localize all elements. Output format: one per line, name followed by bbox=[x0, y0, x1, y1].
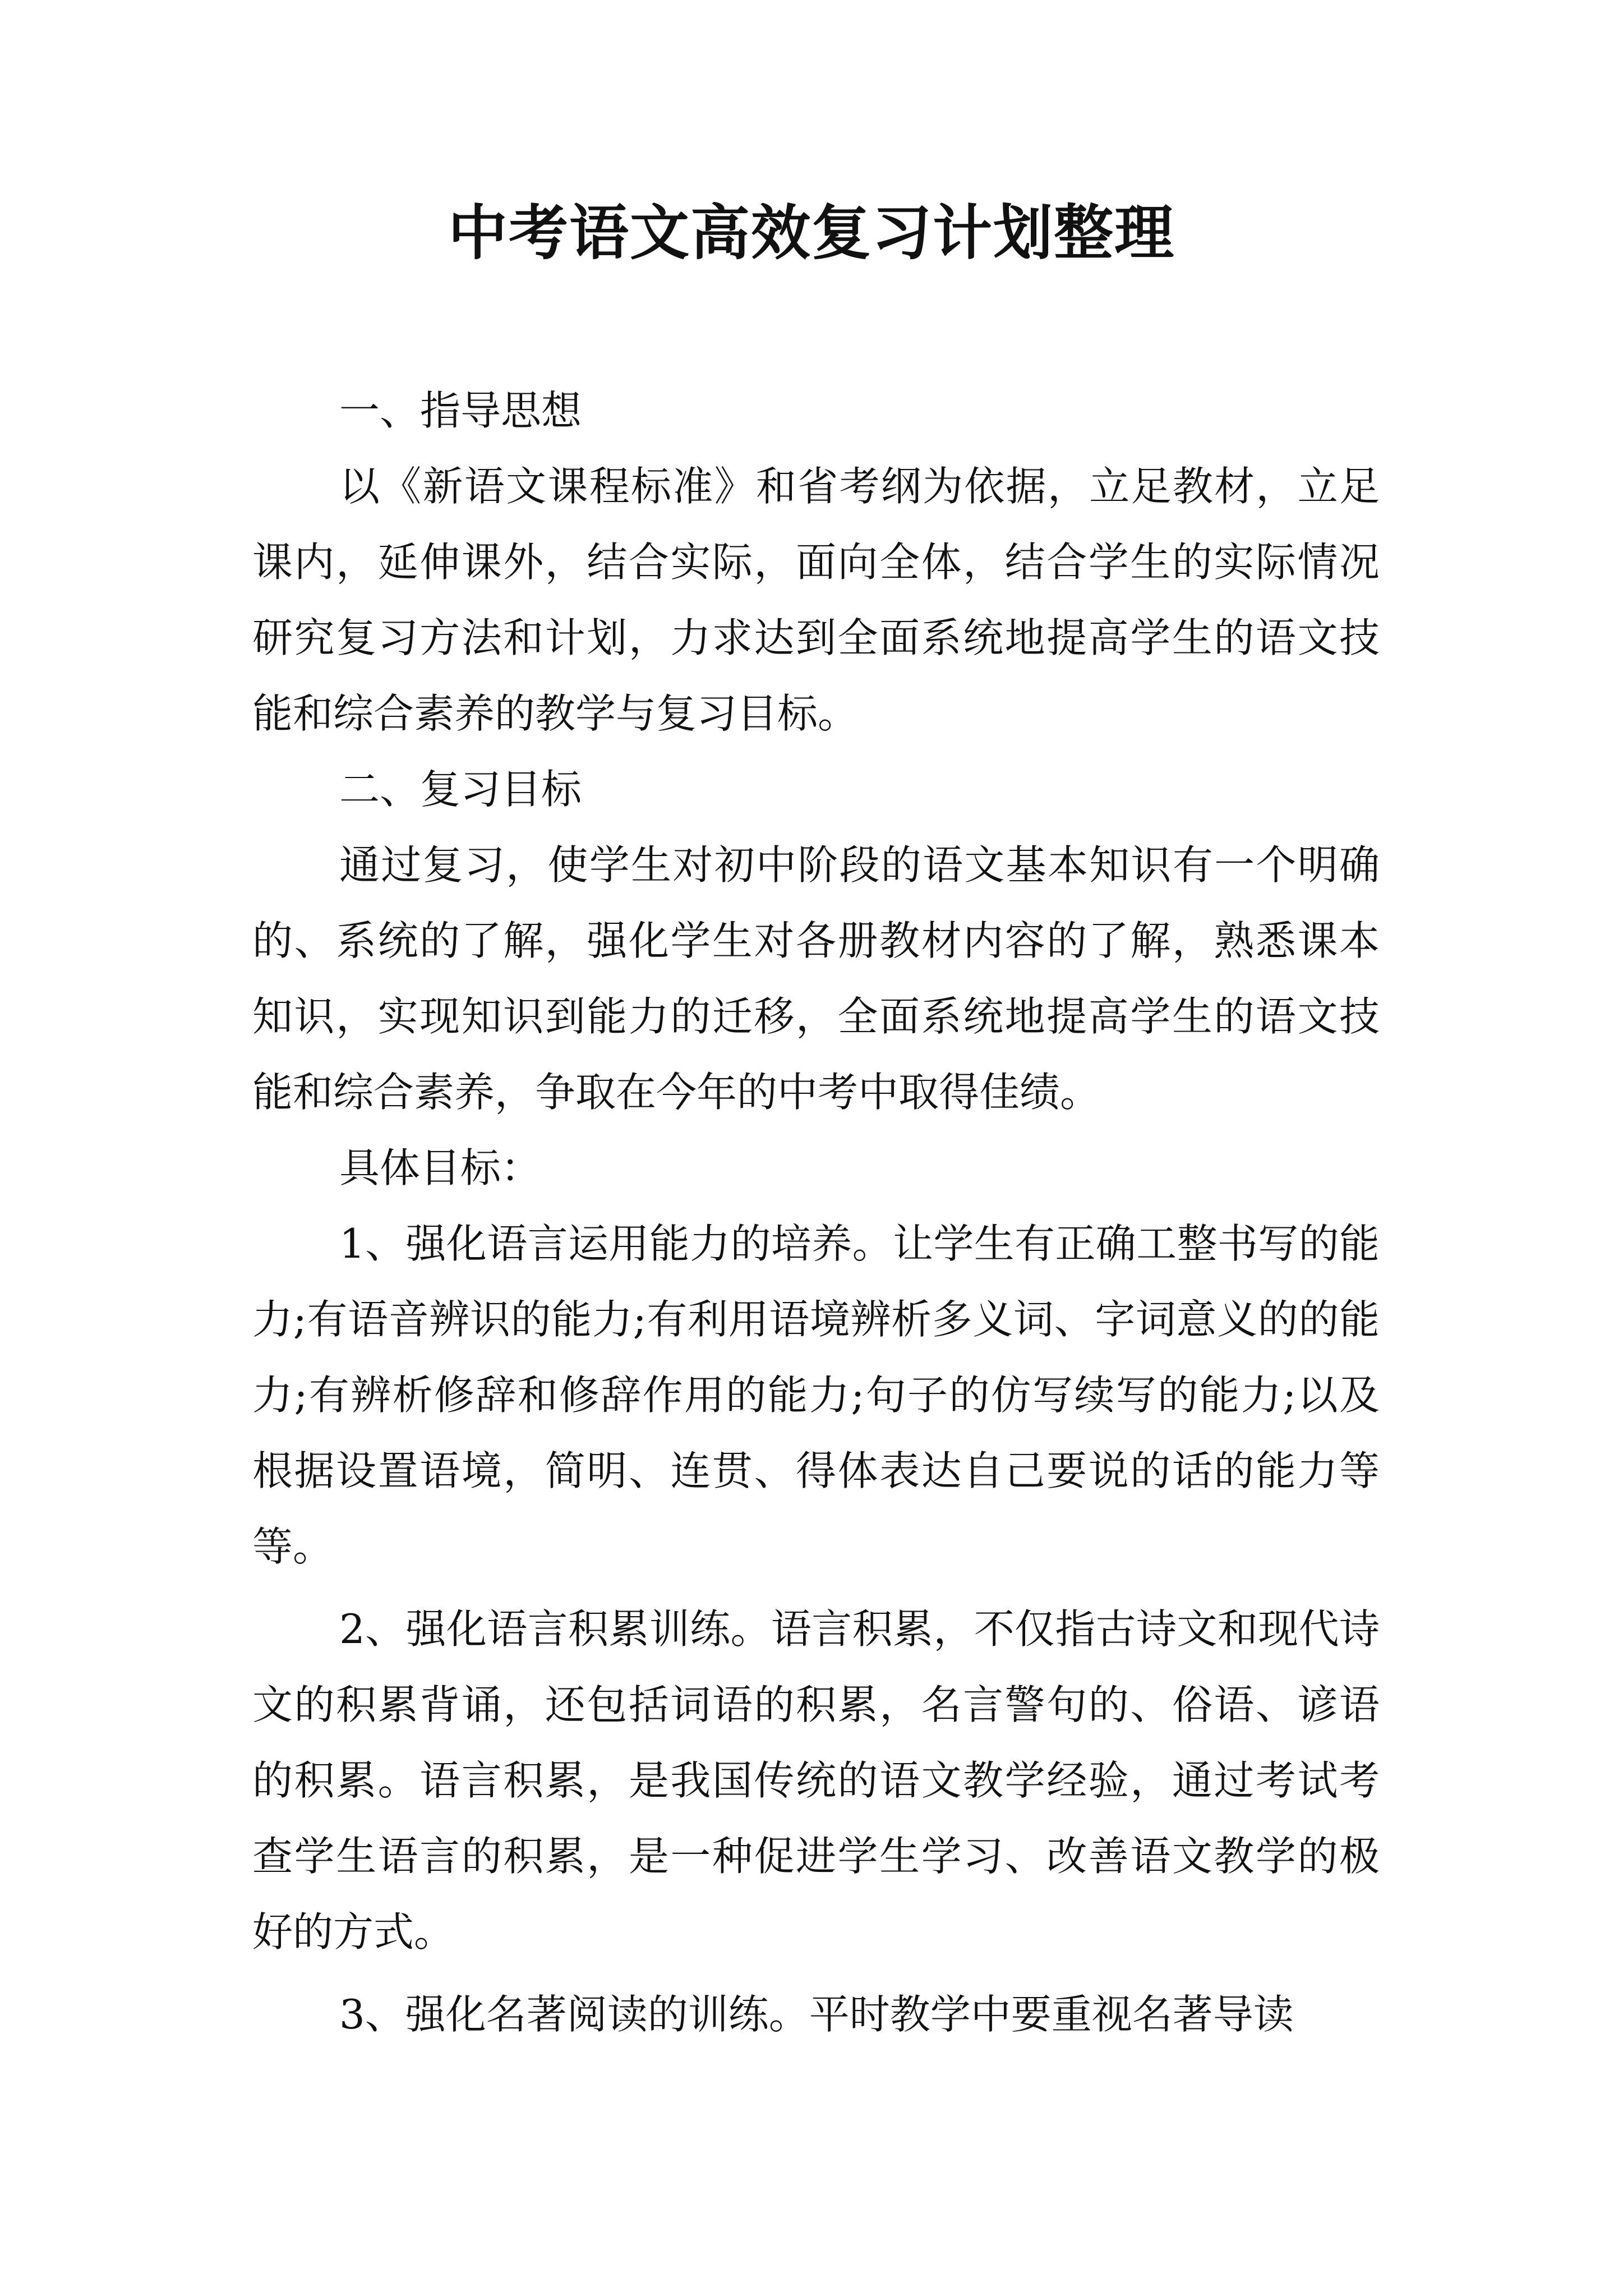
paragraph-review-goals: 通过复习，使学生对初中阶段的语文基本知识有一个明确的、系统的了解，强化学生对各册教材内容的了解，熟悉课本知识，实现知识到能力的迁移，全面系统地提高学生的语文技能和综合素养，争取在今年的中考中取得佳绩。 bbox=[252, 841, 1380, 1116]
document-body bbox=[252, 373, 1380, 2053]
paragraph-goal-2: 2、强化语言积累训练。语言积累，不仅指古诗文和现代诗文的积累背诵，还包括词语的积累，名言警句的、俗语、谚语的积累。语言积累，是我国传统的语文教学经验，通过考试考查学生语言的积累，是一种促进学生学习、改善语文教学的极好的方式。 bbox=[252, 1605, 1380, 1955]
paragraph-guiding-ideology: 以《新语文课程标准》和省考纲为依据，立足教材，立足课内，延伸课外，结合实际，面向全体，结合学生的实际情况研究复习方法和计划，力求达到全面系统地提高学生的语文技能和综合素养的教学与复习目标。 bbox=[252, 463, 1380, 737]
section-heading-guiding-ideology: 一、指导思想 bbox=[339, 387, 582, 434]
paragraph-goal-3: 3、强化名著阅读的训练。平时教学中要重视名著导读 bbox=[339, 1991, 1294, 2038]
document-title: 中考语文高效复习计划整理 bbox=[448, 197, 1175, 268]
subheading-specific-goals: 具体目标： bbox=[339, 1144, 542, 1191]
section-heading-review-goals: 二、复习目标 bbox=[339, 766, 582, 813]
paragraph-goal-1: 1、强化语言运用能力的培养。让学生有正确工整书写的能力;有语音辨识的能力;有利用语境辨析多义词、字词意义的的能力;有辨析修辞和修辞作用的能力;句子的仿写续写的能力;以及根据设置语境，简明、连贯、得体表达自己要说的话的能力等等。 bbox=[252, 1220, 1380, 1570]
